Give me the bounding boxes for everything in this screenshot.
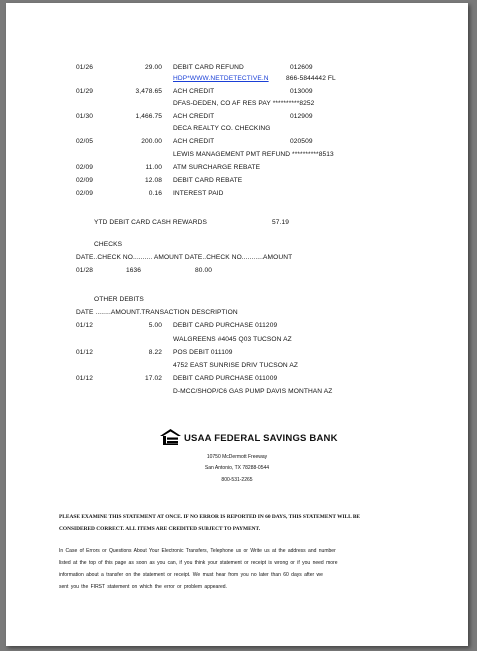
txn-date: 02/05 (76, 138, 94, 145)
debit-sub: WALGREENS #4045 Q03 TUCSON AZ (173, 336, 292, 343)
txn-amount: 12.08 (144, 177, 162, 184)
other-debits-heading: OTHER DEBITS (94, 296, 144, 303)
txn-amount: 1,466.75 (135, 113, 162, 120)
debit-desc: POS DEBIT 011109 (173, 349, 233, 356)
debit-date: 01/12 (76, 322, 94, 329)
debit-sub: 4752 EAST SUNRISE DRIV TUCSON AZ (173, 362, 298, 369)
txn-date: 01/29 (76, 88, 94, 95)
bank-address-line1: 10750 McDermott Freeway (206, 454, 268, 460)
txn-ref: 013009 (290, 88, 313, 95)
txn-desc: ACH CREDIT (173, 88, 215, 95)
txn-sub: DFAS-DEDEN, CO AF RES PAY **********8252 (173, 100, 315, 107)
debit-desc: DEBIT CARD PURCHASE 011009 (173, 375, 278, 382)
txn-ref: 012609 (290, 64, 313, 71)
txn-desc: ACH CREDIT (173, 113, 215, 120)
txn-desc: INTEREST PAID (173, 190, 224, 197)
bank-name: USAA FEDERAL SAVINGS BANK (184, 433, 338, 444)
errors-notice-line2: listed at the top of this page as soon as you can, if you think your statement or receipt is wrong or if you need more (59, 560, 338, 566)
txn-ref: 012909 (290, 113, 313, 120)
check-number: 1636 (126, 267, 142, 274)
legal-notice-line1: PLEASE EXAMINE THIS STATEMENT AT ONCE. IF NO ERROR IS REPORTED IN 60 DAYS, THIS STATEMENT WILL BE (59, 514, 361, 520)
txn-amount: 0.16 (148, 190, 162, 197)
bank-phone: 800-531-2265 (221, 477, 253, 483)
txn-desc: DEBIT CARD REBATE (173, 177, 243, 184)
debit-date: 01/12 (76, 375, 94, 382)
errors-notice-line3: information about a transfer on the statement or receipt. We must hear from you no later than 60 days after we (59, 572, 323, 578)
txn-sub: LEWIS MANAGEMENT PMT REFUND **********8513 (173, 151, 334, 158)
equal-housing-lender-icon (158, 428, 183, 446)
checks-header: DATE..CHECK NO.......... AMOUNT DATE..CHECK NO...........AMOUNT (76, 254, 293, 261)
errors-notice-line1: In Case of Errors or Questions About Your Electronic Transfers, Telephone us or Write us at the address and number (59, 548, 336, 554)
debit-date: 01/12 (76, 349, 94, 356)
txn-ref: 020509 (290, 138, 313, 145)
other-debits-header: DATE ........AMOUNT.TRANSACTION DESCRIPTION (76, 309, 238, 316)
debit-amount: 5.00 (148, 322, 162, 329)
bank-address-line2: San Antonio, TX 78288-0544 (204, 465, 270, 471)
txn-sub-detail: 866-5844442 FL (286, 75, 336, 82)
txn-amount: 29.00 (144, 64, 162, 71)
merchant-link[interactable]: HDP*WWW.NETDETECTIVE.N (173, 75, 269, 82)
check-amount: 80.00 (195, 267, 213, 274)
txn-amount: 3,478.65 (135, 88, 162, 95)
debit-amount: 17.02 (144, 375, 162, 382)
rewards-value: 57.19 (272, 219, 290, 226)
txn-desc: DEBIT CARD REFUND (173, 64, 244, 71)
debit-sub: D-MCC/SHOP/C6 GAS PUMP DAVIS MONTHAN AZ (173, 388, 333, 395)
txn-date: 01/26 (76, 64, 94, 71)
statement-page (6, 3, 468, 646)
txn-date: 02/09 (76, 190, 94, 197)
legal-notice-line2: CONSIDERED CORRECT. ALL ITEMS ARE CREDITED SUBJECT TO PAYMENT. (59, 526, 261, 532)
checks-heading: CHECKS (94, 241, 123, 248)
debit-desc: DEBIT CARD PURCHASE 011209 (173, 322, 278, 329)
errors-notice-line4: sent you the FIRST statement on which the error or problem appeared. (59, 584, 227, 590)
check-date: 01/28 (76, 267, 94, 274)
txn-date: 02/09 (76, 177, 94, 184)
txn-amount: 11.00 (145, 164, 162, 171)
txn-desc: ACH CREDIT (173, 138, 215, 145)
rewards-label: YTD DEBIT CARD CASH REWARDS (94, 219, 207, 226)
txn-desc: ATM SURCHARGE REBATE (173, 164, 261, 171)
txn-amount: 200.00 (141, 138, 162, 145)
debit-amount: 8.22 (148, 349, 162, 356)
txn-date: 02/09 (76, 164, 94, 171)
txn-date: 01/30 (76, 113, 94, 120)
txn-sub: DECA REALTY CO. CHECKING (173, 125, 271, 132)
